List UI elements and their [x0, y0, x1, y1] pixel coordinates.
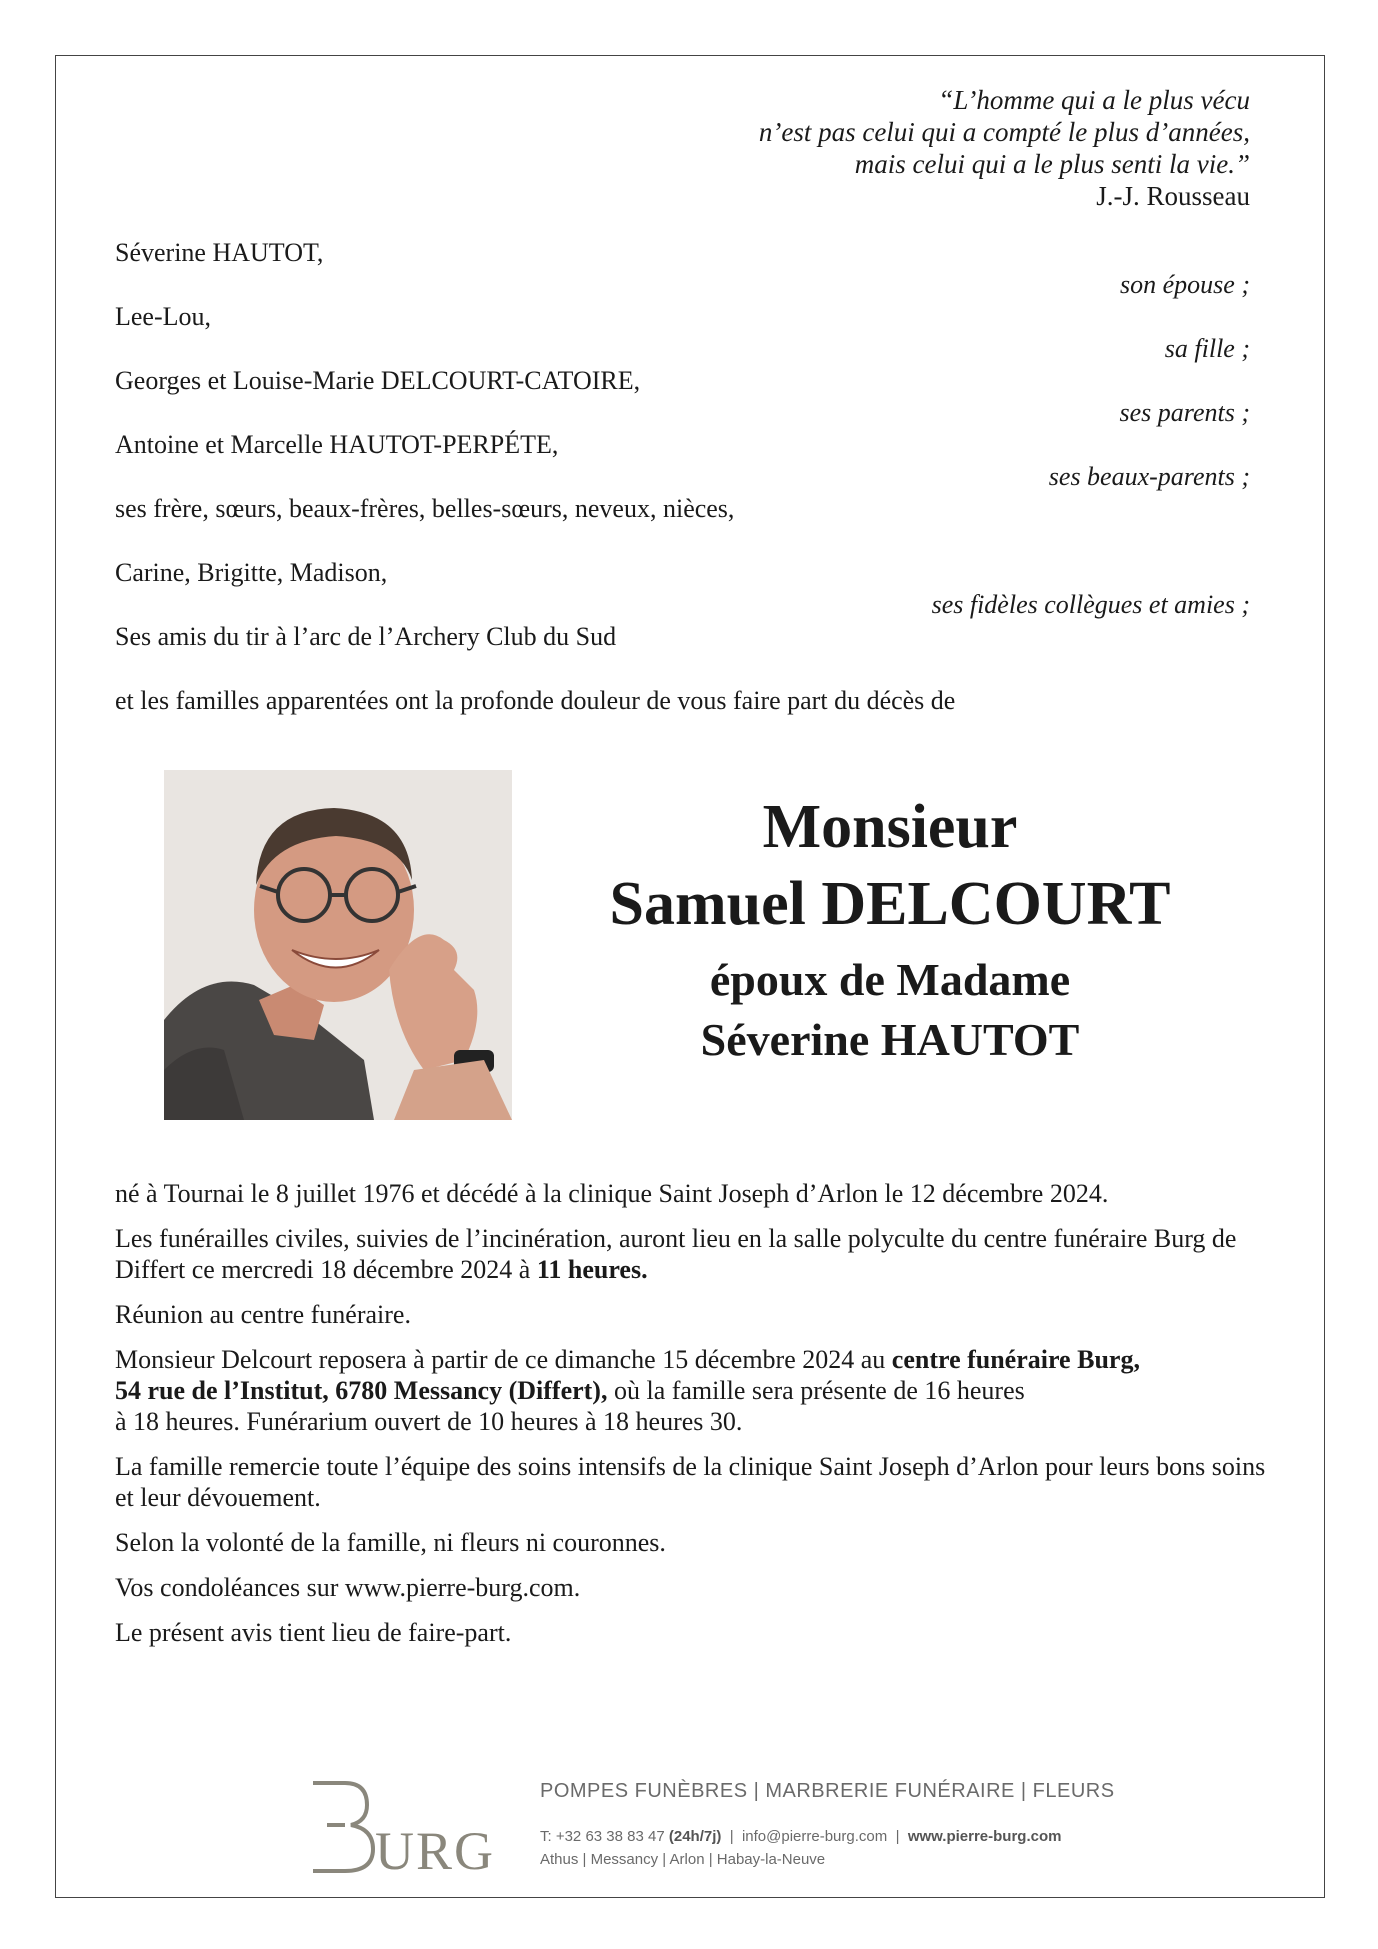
deceased-name: Samuel DELCOURT [609, 870, 1171, 938]
footer-website[interactable]: www.pierre-burg.com [907, 1828, 1062, 1845]
spouse-line-1: époux de Madame [709, 954, 1071, 1005]
announcement-body [115, 1178, 1285, 1662]
footer-phone: T: +32 63 38 83 47 [540, 1828, 665, 1845]
flowers-paragraph: Selon la volonté de la famille, ni fleurs ni couronnes. [115, 1528, 666, 1557]
viewing-hours: où la famille sera présente de 16 heures [607, 1376, 1025, 1405]
quote-author: J.-J. Rousseau [1096, 181, 1250, 211]
funeral-text: Les funérailles civiles, suivies de l’incinération, auront lieu en la salle polyculte du centre funéraire Burg de Differt ce mercredi 18 décembre 2024 à [115, 1224, 1237, 1284]
family-relation: ses fidèles collègues et amies ; [931, 590, 1250, 619]
funeral-home-footer [540, 1777, 1115, 1871]
spouse-line-2: Séverine HAUTOT [700, 1014, 1080, 1065]
funeral-time: 11 heures. [536, 1255, 648, 1284]
family-name: Ses amis du tir à l’arc de l’Archery Club du Sud [115, 622, 617, 651]
footer-separator: | [725, 1828, 738, 1845]
family-name: Antoine et Marcelle HAUTOT-PERPÉTE, [115, 430, 559, 459]
viewing-paragraph [115, 1344, 1285, 1437]
footer-contact [540, 1825, 1115, 1849]
burg-logo-mark [305, 1775, 505, 1875]
funeral-paragraph [115, 1223, 1285, 1285]
quote-line: mais celui qui a le plus senti la vie.” [854, 149, 1250, 179]
footer-services: POMPES FUNÈBRES | MARBRERIE FUNÉRAIRE | FLEURS [540, 1780, 1115, 1802]
viewing-place-line-2: 54 rue de l’Institut, 6780 Messancy (Differt), [115, 1376, 608, 1405]
epigraph-quote [450, 84, 1250, 212]
svg-text:URG: URG [375, 1821, 496, 1875]
family-name: Carine, Brigitte, Madison, [115, 558, 388, 587]
family-relation: son épouse ; [1120, 270, 1250, 299]
viewing-place-line-1: centre funéraire Burg, [891, 1345, 1140, 1374]
family-relation: ses parents ; [1119, 398, 1250, 427]
deceased-heading [560, 790, 1220, 1070]
portrait-photo [164, 770, 512, 1120]
viewing-text: Monsieur Delcourt reposera à partir de ce dimanche 15 décembre 2024 au [115, 1345, 892, 1374]
footer-email[interactable]: info@pierre-burg.com [741, 1828, 888, 1845]
deceased-title: Monsieur [762, 793, 1018, 861]
thanks-paragraph: La famille remercie toute l’équipe des soins intensifs de la clinique Saint Joseph d’Arlon pour leurs bons soins et leur dévouement. [115, 1452, 1266, 1512]
announcement-intro: et les familles apparentées ont la profonde douleur de vous faire part du décès de [115, 686, 956, 715]
footer-locations: Athus | Messancy | Arlon | Habay-la-Neuve [540, 1851, 826, 1868]
notice-paragraph: Le présent avis tient lieu de faire-part. [115, 1618, 512, 1647]
family-name: Georges et Louise-Marie DELCOURT-CATOIRE, [115, 366, 641, 395]
burg-logo [305, 1775, 505, 1875]
footer-phone-hours: (24h/7j) [668, 1828, 722, 1845]
quote-line: n’est pas celui qui a compté le plus d’années, [758, 117, 1250, 147]
birth-death-paragraph: né à Tournai le 8 juillet 1976 et décédé à la clinique Saint Joseph d’Arlon le 12 décembre 2024. [115, 1179, 1109, 1208]
condolences-paragraph: Vos condoléances sur www.pierre-burg.com. [115, 1573, 581, 1602]
quote-line: “L’homme qui a le plus vécu [938, 85, 1250, 115]
portrait-illustration [164, 770, 512, 1120]
family-relation: ses beaux-parents ; [1048, 462, 1250, 491]
reunion-paragraph: Réunion au centre funéraire. [115, 1300, 411, 1329]
footer-separator: | [891, 1828, 904, 1845]
family-relation: sa fille ; [1164, 334, 1250, 363]
family-name: ses frère, sœurs, beaux-frères, belles-sœurs, neveux, nièces, [115, 494, 735, 523]
viewing-hours-cont: à 18 heures. Funérarium ouvert de 10 heures à 18 heures 30. [115, 1407, 743, 1436]
family-name: Lee-Lou, [115, 302, 212, 331]
family-name: Séverine HAUTOT, [115, 238, 324, 267]
